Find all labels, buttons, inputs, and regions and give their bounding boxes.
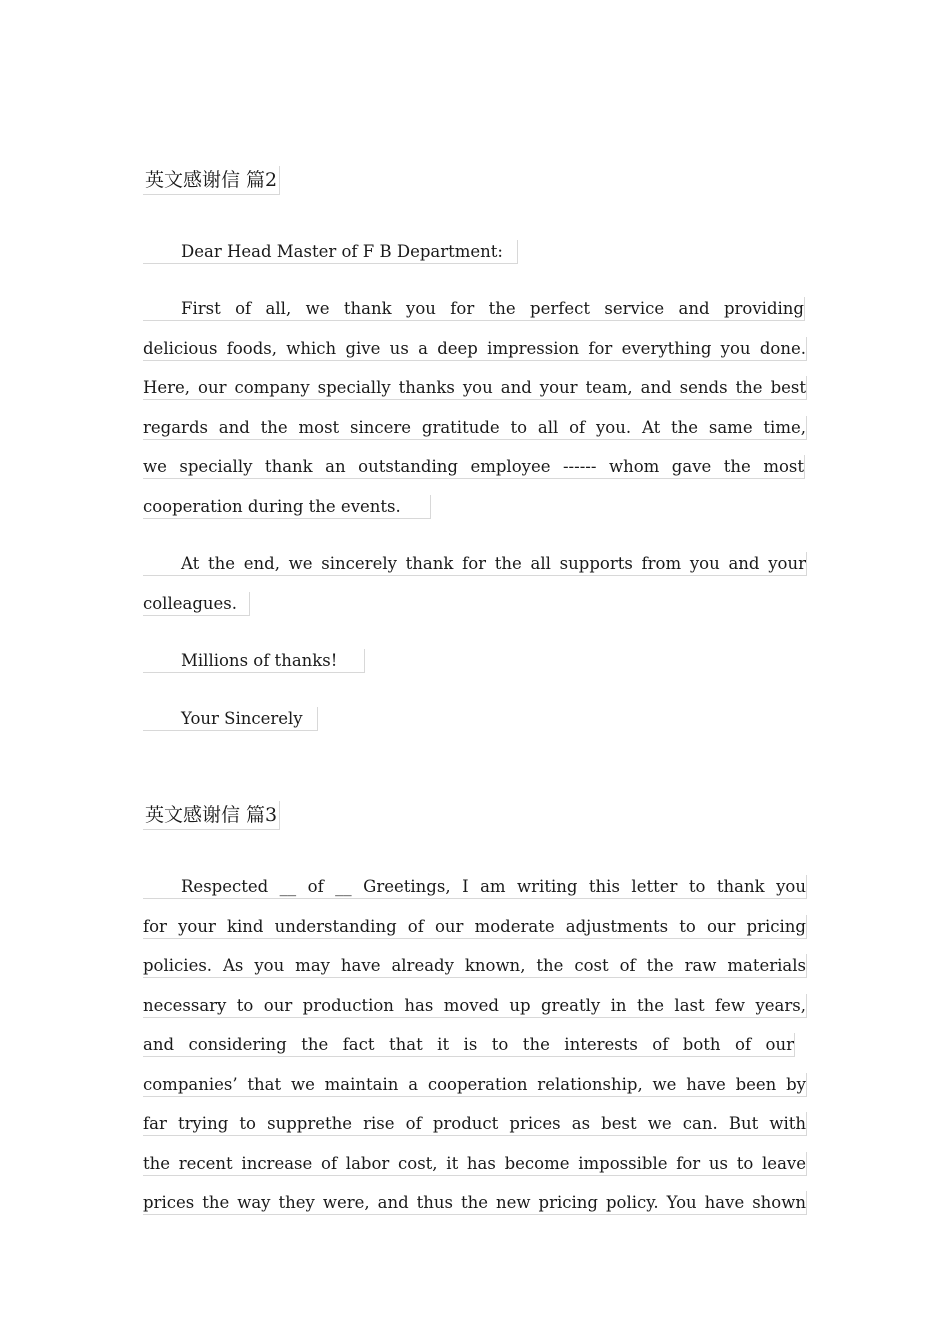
text-line: delicious foods, which give us a deep impression for everything you done. [143,337,807,361]
section-heading-2: 英文感谢信 篇2 [143,166,280,195]
text-line: far trying to supprethe rise of product prices as best we can. But with [143,1112,807,1136]
text-line: and considering the fact that it is to the interests of both of our [143,1033,795,1057]
text-line: we specially thank an outstanding employee ------ whom gave the most [143,455,805,479]
text-line: Here, our company specially thanks you and your team, and sends the best [143,376,807,400]
paragraph-end-thanks [143,552,807,631]
paragraph-pricing-letter [143,875,807,1231]
text-line: policies. As you may have already known, the cost of the raw materials [143,954,807,978]
paragraph-closing [143,707,807,747]
text-line: necessary to our production has moved up greatly in the last few years, [143,994,807,1018]
text-line: for your kind understanding of our moderate adjustments to our pricing [143,915,807,939]
text-line: Respected __ of __ Greetings, I am writing this letter to thank you [143,875,807,899]
text-line: colleagues. [143,592,250,616]
text-line: prices the way they were, and thus the new pricing policy. You have shown [143,1191,807,1215]
text-line: First of all, we thank you for the perfect service and providing [143,297,805,321]
salutation-line: Dear Head Master of F B Department: [143,240,518,264]
text-line: companies’ that we maintain a cooperation relationship, we have been by [143,1073,807,1097]
text-line: regards and the most sincere gratitude to all of you. At the same time, [143,416,807,440]
text-line: cooperation during the events. [143,495,431,519]
paragraph-millions-thanks [143,649,807,689]
paragraph-thanks-service [143,297,807,534]
salutation-paragraph [143,240,807,280]
text-line: Millions of thanks! [143,649,365,673]
text-line: At the end, we sincerely thank for the all supports from you and your [143,552,807,576]
section-heading-3: 英文感谢信 篇3 [143,801,280,830]
text-line: the recent increase of labor cost, it has become impossible for us to leave [143,1152,807,1176]
text-line: Your Sincerely [143,707,318,731]
